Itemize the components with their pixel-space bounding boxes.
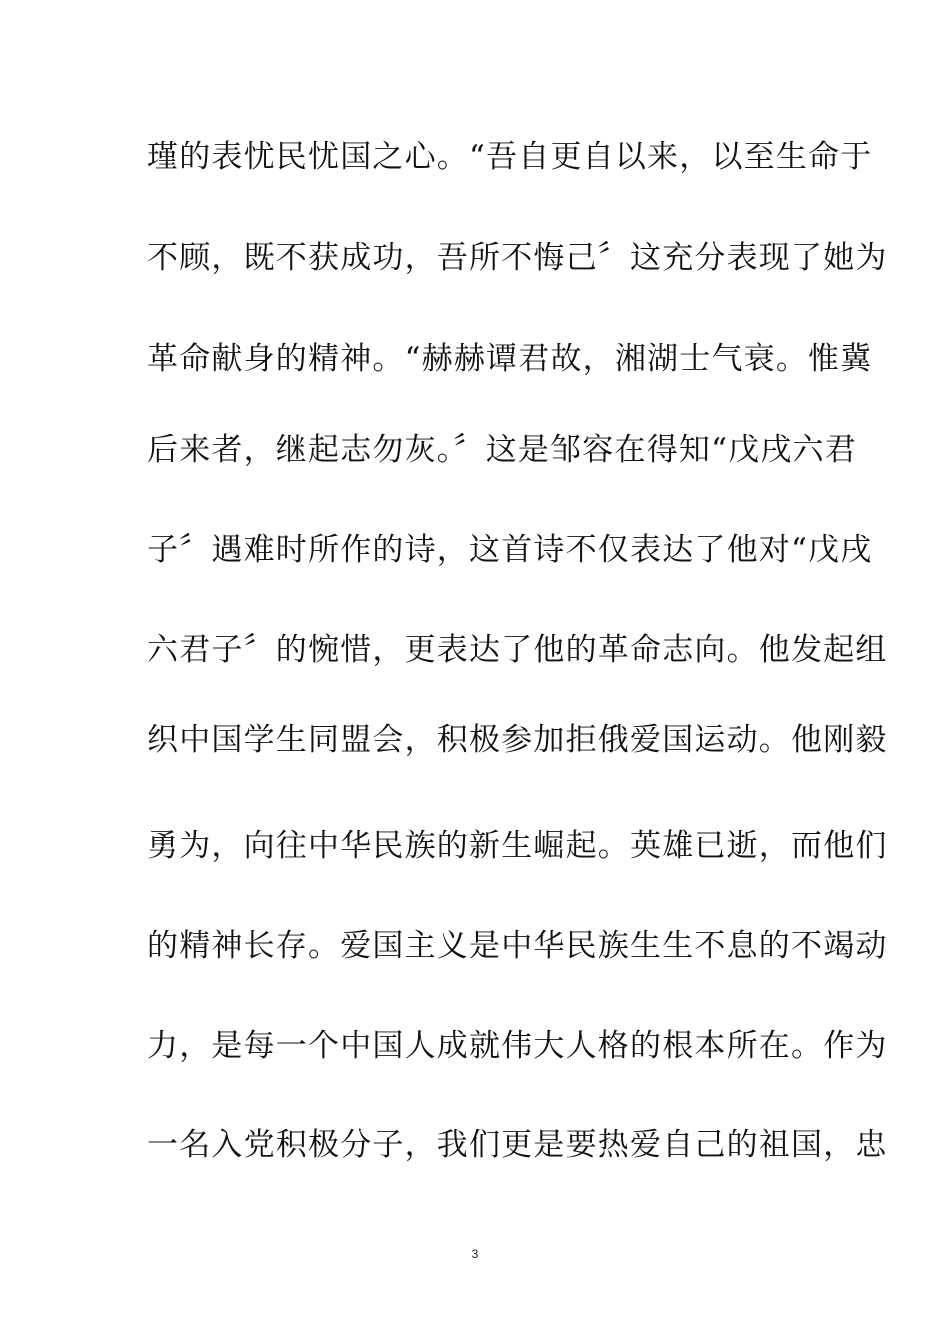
text-line-8: 勇为，向往中华民族的新生崛起。英雄已逝，而他们 [147,828,888,864]
text-line-9: 的精神长存。爱国主义是中华民族生生不息的不竭动 [147,928,888,964]
text-line-7: 织中国学生同盟会，积极参加拒俄爱国运动。他刚毅 [147,722,888,758]
text-line-10: 力，是每一个中国人成就伟大人格的根本所在。作为 [147,1028,888,1064]
text-line-3: 革命献身的精神。“赫赫谭君故，湘湖士气衰。惟冀 [147,341,873,377]
text-line-1: 瑾的表忧民忧国之心。“吾自更自以来，以至生命于 [147,139,873,175]
text-line-11: 一名入党积极分子，我们更是要热爱自己的祖国，忠 [147,1127,888,1163]
page-number: 3 [471,1247,479,1261]
text-line-6: 六君子〞的惋惜，更表达了他的革命志向。他发起组 [147,632,888,668]
text-line-5: 子〞遇难时所作的诗，这首诗不仅表达了他对“戊戌 [147,532,873,568]
text-line-4: 后来者，继起志勿灰。〞这是邹容在得知“戊戌六君 [147,432,857,468]
text-line-2: 不顾，既不获成功，吾所不悔己〞这充分表现了她为 [147,240,888,276]
